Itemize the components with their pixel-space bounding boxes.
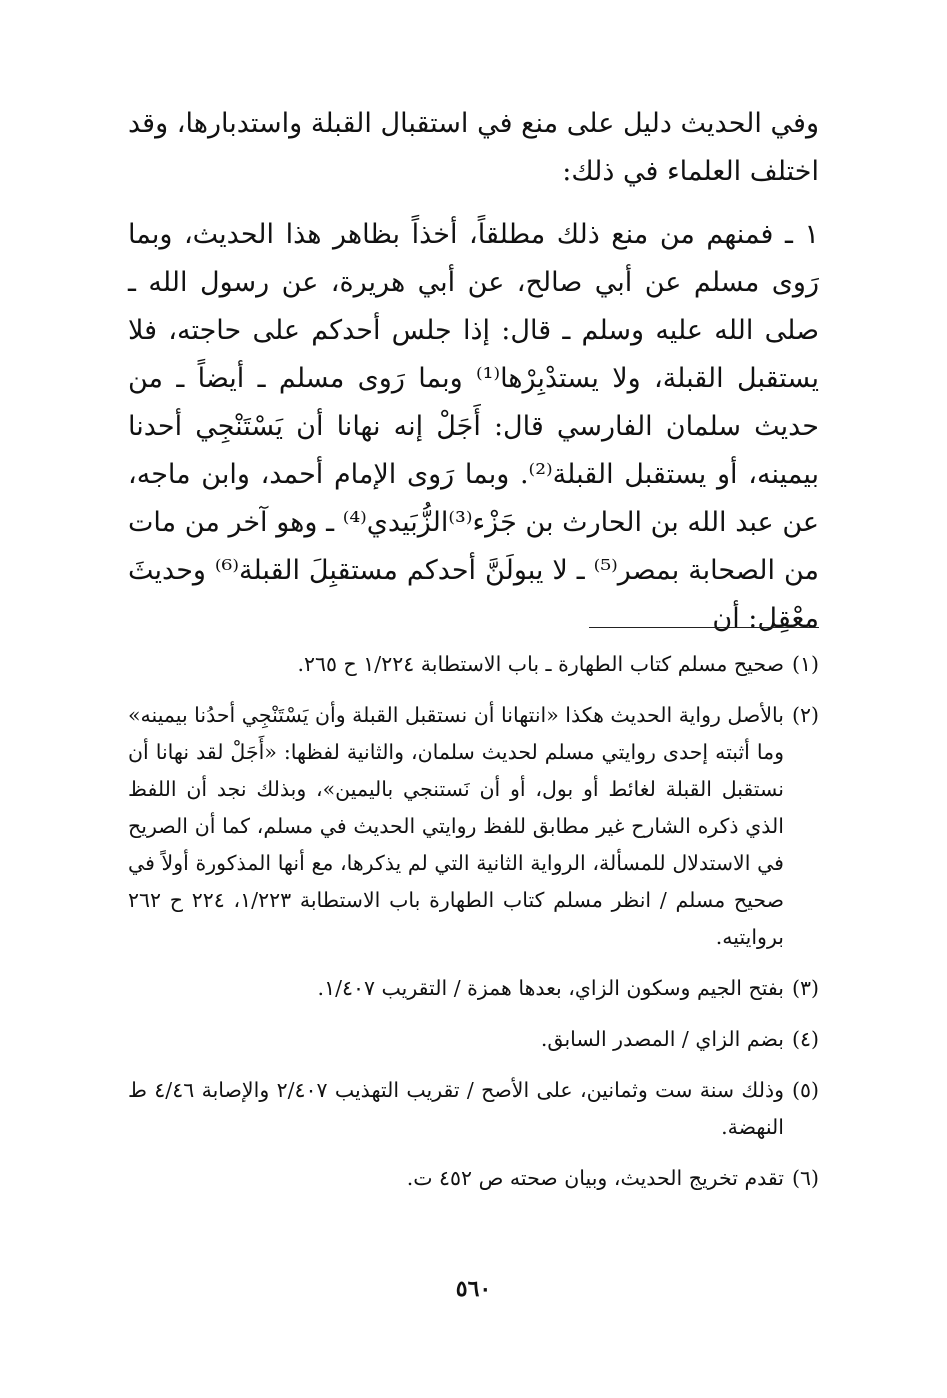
footnote-4 (128, 1021, 819, 1058)
footnote-text: بضم الزاي / المصدر السابق. (540, 1027, 784, 1051)
footnote-number: (١) (791, 652, 819, 676)
footnote-number: (٦) (791, 1166, 819, 1190)
footnote-text: بالأصل رواية الحديث هكذا «انتهانا أن نستقبل القبلة وأن يَسْتَنْجِي أحدُنا بيمينه» وما أثبته إحدى روايتي مسلم لحديث سلمان، والثانية لفظها: «أَجَلْ لقد نهانا أن نستقبل القبلة لغائط أو بول، أو أن نَستنجي باليمين»، وبذلك نجد أن اللفظ الذي ذكره الشارح غير مطابق للفظ روايتي الحديث في مسلم، كما أن الصريح في الاستدلال للمسألة، الرواية الثانية التي لم يذكرها، مع أنها المذكورة أولاً في صحيح مسلم / انظر مسلم كتاب الطهارة باب الاستطابة ١/٢٢٣، ٢٢٤ ح ٢٦٢ بروايتيه. (128, 703, 784, 949)
footnotes-section (128, 646, 819, 1211)
footnote-text: وذلك سنة ست وثمانين، على الأصح / تقريب التهذيب ٢/٤٠٧ والإصابة ٤/٤٦ ط النهضة. (128, 1078, 784, 1139)
paragraph-first-opinion: ١ ـ فمنهم من منع ذلك مطلقاً، أخذاً بظاهر هذا الحديث، وبما رَوى مسلم عن أبي صالح، عن أبي هريرة، عن رسول الله ـ صلى الله عليه وسلم ـ قال: إذا جلس أحدكم على حاجته، فلا يستقبل القبلة، ولا يستدْبِرْها⁽¹⁾ وبما رَوى مسلم ـ أيضاً ـ من حديث سلمان الفارسي قال: أَجَلْ إنه نهانا أن يَسْتَنْجِي أحدنا بيمينه، أو يستقبل القبلة⁽²⁾. وبما رَوى الإمام أحمد، وابن ماجه، عن عبد الله بن الحارث بن جَزْء⁽³⁾الزُّبَيدي⁽⁴⁾ ـ وهو آخر من مات من الصحابة بمصر⁽⁵⁾ ـ لا يبولَنَّ أحدكم مستقبِلَ القبلة⁽⁶⁾ وحديثَ معْقِل: أن (128, 219, 820, 634)
page-number: ٥٦٠ (455, 1276, 492, 1302)
footnote-3 (128, 970, 819, 1007)
footnote-text: صحيح مسلم كتاب الطهارة ـ باب الاستطابة ١/٢٢٤ ح ٢٦٥. (297, 652, 784, 676)
main-text-body (128, 100, 819, 643)
footnote-divider (589, 627, 819, 628)
paragraph-intro: وفي الحديث دليل على منع في استقبال القبلة واستدبارها، وقد اختلف العلماء في ذلك: (128, 108, 819, 187)
footnote-5 (128, 1072, 819, 1146)
footnote-number: (٣) (791, 976, 819, 1000)
footnote-number: (٢) (791, 703, 819, 727)
footnote-number: (٥) (791, 1078, 819, 1102)
footnote-1 (128, 646, 819, 683)
footnote-text: تقدم تخريج الحديث، وبيان صحته ص ٤٥٢ ت. (406, 1166, 784, 1190)
footnote-2 (128, 697, 819, 956)
footnote-text: بفتح الجيم وسكون الزاي، بعدها همزة / التقريب ١/٤٠٧. (317, 976, 784, 1000)
footnote-number: (٤) (791, 1027, 819, 1051)
footnote-6 (128, 1160, 819, 1197)
